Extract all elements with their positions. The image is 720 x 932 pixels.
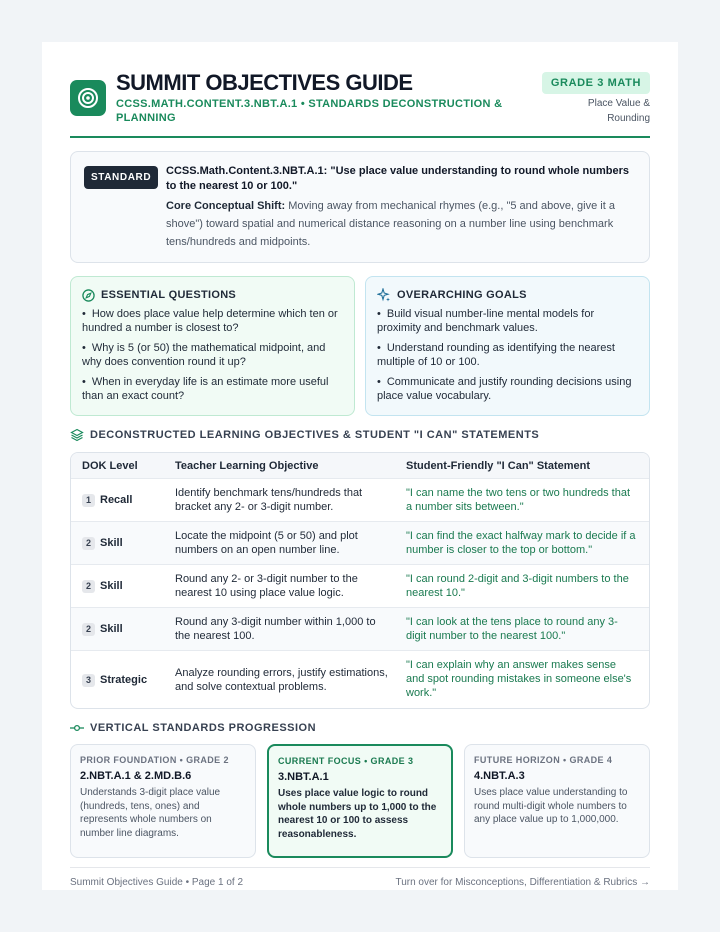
dok-level <box>82 673 147 687</box>
essential-questions-card <box>70 276 355 416</box>
timeline-icon <box>70 722 84 734</box>
list-item: • Understand rounding as identifying the nearest multiple of 10 or 100. <box>377 341 638 369</box>
dok-level <box>82 622 123 636</box>
column-header-ican: Student-Friendly "I Can" Statement <box>406 460 591 472</box>
standard-pill: STANDARD <box>84 166 158 189</box>
dok-label: Recall <box>100 494 133 506</box>
progression-description: Understands 3-digit place value (hundreds, tens, ones) and represents whole numbers on number line diagrams. <box>80 787 221 839</box>
progression-label: FUTURE HORIZON • GRADE 4 <box>474 755 613 765</box>
table-row <box>71 479 649 522</box>
dok-level <box>82 493 132 507</box>
topic-label: Place Value & Rounding <box>587 98 650 124</box>
list-item: • Why is 5 (or 50) the mathematical midpoint, and why does convention round it up? <box>82 341 343 369</box>
progression-code: 4.NBT.A.3 <box>474 770 525 782</box>
table-row <box>71 565 649 608</box>
teacher-objective: Locate the midpoint (5 or 50) and plot numbers on an open number line. <box>175 530 358 556</box>
table-header-row <box>71 453 649 479</box>
document-header <box>70 70 650 138</box>
compass-icon <box>82 289 95 302</box>
progression-code: 3.NBT.A.1 <box>278 771 329 783</box>
dok-number: 1 <box>82 494 95 507</box>
progression-label: PRIOR FOUNDATION • GRADE 2 <box>80 755 229 765</box>
ican-statement: "I can find the exact halfway mark to decide if a number is closer to the top or bottom." <box>406 530 636 556</box>
page-footer <box>70 867 650 888</box>
teacher-objective: Analyze rounding errors, justify estimations, and solve contextual problems. <box>175 667 388 693</box>
dok-number: 2 <box>82 537 95 550</box>
page-title: SUMMIT OBJECTIVES GUIDE <box>116 70 413 95</box>
ican-statement: "I can name the two tens or two hundreds that a number sits between." <box>406 487 631 513</box>
column-header-objective: Teacher Learning Objective <box>175 460 319 472</box>
dok-label: Strategic <box>100 674 148 686</box>
teacher-objective: Round any 3-digit number within 1,000 to the nearest 100. <box>175 616 376 642</box>
progression-card-future <box>464 744 650 858</box>
objectives-table <box>70 452 650 709</box>
document-page <box>42 42 678 890</box>
layers-icon <box>70 428 84 442</box>
progression-description: Uses place value understanding to round multi-digit whole numbers to any place value up to 1,000,000. <box>474 787 628 825</box>
table-row <box>71 608 649 651</box>
dok-level <box>82 579 123 593</box>
sparkle-icon <box>377 288 391 302</box>
progression-card-prior <box>70 744 256 858</box>
progression-code: 2.NBT.A.1 & 2.MD.B.6 <box>80 770 192 782</box>
progression-heading-text: VERTICAL STANDARDS PROGRESSION <box>90 722 317 734</box>
core-shift-label: Core Conceptual Shift: <box>166 200 286 212</box>
dok-number: 2 <box>82 580 95 593</box>
table-row <box>71 522 649 565</box>
objectives-section-heading <box>70 428 539 442</box>
target-icon <box>70 80 106 116</box>
footer-turn-over-note: Turn over for Misconceptions, Differentiation & Rubrics → <box>395 877 650 888</box>
essential-questions-heading: ESSENTIAL QUESTIONS <box>101 289 237 301</box>
list-item: • Build visual number-line mental models for proximity and benchmark values. <box>377 307 638 335</box>
standard-box <box>70 151 650 263</box>
page-subtitle: CCSS.MATH.CONTENT.3.NBT.A.1 • STANDARDS DECONSTRUCTION & PLANNING <box>116 98 503 124</box>
standard-title: CCSS.Math.Content.3.NBT.A.1: "Use place value understanding to round whole numbers to the nearest 10 or 100." <box>166 165 629 192</box>
progression-label: CURRENT FOCUS • GRADE 3 <box>278 756 414 766</box>
ican-statement: "I can round 2-digit and 3-digit numbers to the nearest 10." <box>406 573 629 599</box>
dok-number: 3 <box>82 674 95 687</box>
overarching-goals-card <box>365 276 650 416</box>
column-header-dok: DOK Level <box>82 460 138 472</box>
core-shift-text <box>166 197 641 251</box>
footer-page-info: Summit Objectives Guide • Page 1 of 2 <box>70 877 244 888</box>
objectives-heading-text: DECONSTRUCTED LEARNING OBJECTIVES & STUDENT "I CAN" STATEMENTS <box>90 429 540 441</box>
ican-statement: "I can look at the tens place to round any 3-digit number to the nearest 100." <box>406 616 618 642</box>
list-item: • When in everyday life is an estimate more useful than an exact count? <box>82 375 343 403</box>
dok-label: Skill <box>100 580 123 592</box>
dok-number: 2 <box>82 623 95 636</box>
list-item: • How does place value help determine which ten or hundred a number is closest to? <box>82 307 343 335</box>
dok-label: Skill <box>100 623 123 635</box>
dok-label: Skill <box>100 537 123 549</box>
teacher-objective: Round any 2- or 3-digit number to the nearest 10 using place value logic. <box>175 573 358 599</box>
teacher-objective: Identify benchmark tens/hundreds that bracket any 2- or 3-digit number. <box>175 487 363 513</box>
table-row <box>71 651 649 709</box>
progression-section-heading <box>70 722 316 734</box>
dok-level <box>82 536 123 550</box>
list-item: • Communicate and justify rounding decisions using place value vocabulary. <box>377 375 638 403</box>
core-shift-body: Moving away from mechanical rhymes (e.g., "5 and above, give it a shove") toward spatial and numerical distance reasoning on a number line using benchmark tens/hundreds and midpoints. <box>166 200 615 248</box>
ican-statement: "I can explain why an answer makes sense and spot rounding mistakes in someone else's work." <box>406 659 632 699</box>
progression-card-current <box>267 744 453 858</box>
grade-badge: GRADE 3 MATH <box>542 72 650 94</box>
progression-description: Uses place value logic to round whole numbers up to 1,000 to the nearest 10 or 100 to assess reasonableness. <box>278 788 437 840</box>
overarching-goals-heading: OVERARCHING GOALS <box>397 289 527 301</box>
